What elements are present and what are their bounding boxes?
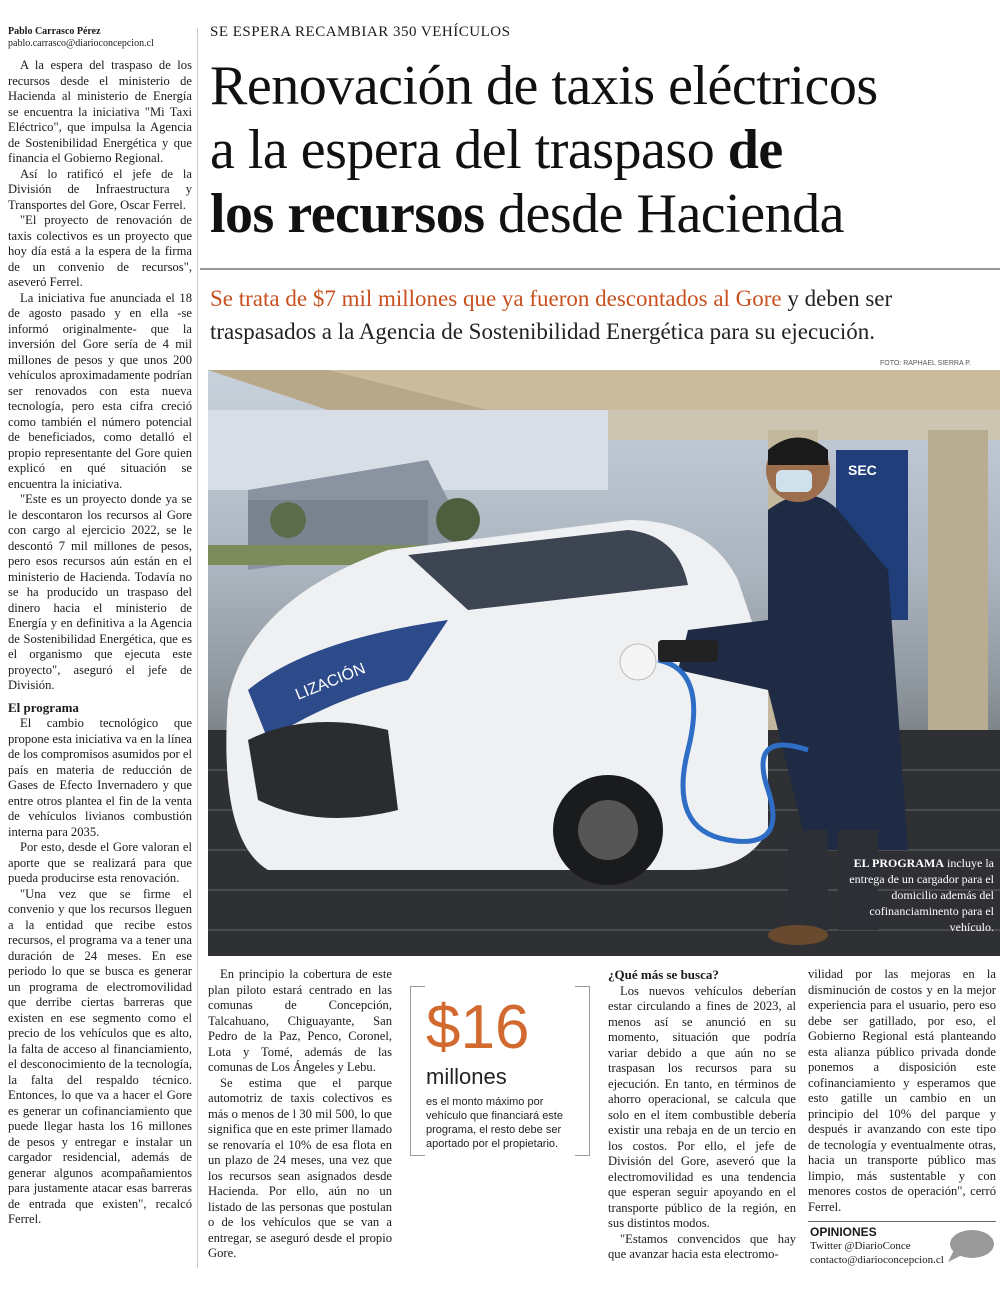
headline-line1: Renovación de taxis eléctricos	[210, 55, 878, 117]
author-email[interactable]: pablo.carrasco@diarioconcepcion.cl	[8, 38, 154, 49]
article-column-1	[8, 58, 192, 1228]
car-decal-text: LIZACIÓN	[293, 660, 368, 704]
charging-port	[620, 644, 656, 680]
paragraph: "Una vez que se firme el convenio y que los recursos lleguen a la entidad que recibe estos recursos, el programa va a tener una duración de 24 meses. En ese periodo lo que se busca es generar un programa de electromovilidad que derribe ciertas barreras que existen en ese segmento como el precio de los vehículos que es alto, la falta de acceso al financiamiento, el desconocimiento de la tecnología, la falta del respaldo técnico. Entonces, lo que va a hacer el Gore es generar un cofinanciamiento que puede llegar hasta los 16 millones de pesos y entregar e instalar un cargador residencial, además de generar algunos acompañamientos para justamente atacar esas barreras de entrada que existen", recalcó Ferrel.	[8, 886, 192, 1226]
paragraph: "Este es un proyecto donde ya se le descontaron los recursos al Gore con cargo al ejercicio 2022, se le descontó 7 mil millones de pesos, pero esos recursos aún están en el ministerio de Hacienda. Todavía no se ha producido un traspaso del dinero hacia el ministerio de Energía y en definitiva a la Agencia de Sostenibilidad Energética, que es el organismo que ejecuta este proyecto", aseguró el jefe de División.	[8, 492, 192, 692]
headline-line3: desde Hacienda	[484, 183, 844, 245]
paragraph: La iniciativa fue anunciada el 18 de agosto pasado y en ella -se informó originalmente- que la inversión del Gore sería de 4 mil millones de pesos y que unos 200 vehículos aproximadamente podrían ser renovados con esta nueva tecnología, pero esta cifra creció como también el número potencial de beneficiados, como detalló el propio representante del Gore quien explicó en qué situación se encuentra la iniciativa.	[8, 290, 192, 491]
paragraph: El cambio tecnológico que propone esta iniciativa va en la línea de los compromisos asumidos por el país en materia de reducción de Gases de Efecto Invernadero y que entre otros plantea el fin de la venta de vehículos livianos combustión interna para 2035.	[8, 716, 192, 839]
stat-description: es el monto máximo por vehículo que financiará este programa, el resto debe ser aportado por el propietario.	[426, 1096, 563, 1150]
section-heading: ¿Qué más se busca?	[608, 967, 719, 982]
photo-caption	[832, 855, 994, 935]
opinions-twitter[interactable]: Twitter @DiarioConce	[810, 1240, 911, 1252]
charger-device	[658, 640, 718, 662]
headline-divider	[200, 268, 1000, 270]
paragraph: Así lo ratificó el jefe de la División de Infraestructura y Transportes del Gore, Oscar Ferrel.	[8, 166, 192, 212]
paragraph: Los nuevos vehículos deberían estar circulando a fines de 2023, al menos así se anunció en su momento, situación que podría variar debido a que aún no se traspasan los recursos para su ejecución. En tanto, en términos de ahorro operacional, se calcula que solo en el ítem combustible debería existir una rebaja en de un tercio en los costos. Por ello, el jefe de División del Gore, aseveró que la electromovilidad es una tendencia que esperan seguir apoyando en el transporte público de la región, en sus distintos modos.	[608, 983, 796, 1230]
section-heading: El programa	[8, 699, 79, 715]
photo-credit: FOTO: RAPHAEL SIERRA P.	[880, 360, 971, 367]
paragraph: En principio la cobertura de este plan piloto estará centrado en las comunas de Concepción, Talcahuano, Chiguayante, San Pedro de la Paz, Penco, Coronel, Lota y Tomé, además de las comunas de Los Ángeles y Lebu.	[208, 967, 392, 1074]
stat-number: $16	[426, 993, 530, 1062]
article-column-2	[208, 967, 392, 1262]
subheadline	[210, 282, 990, 348]
article-column-4	[808, 967, 996, 1215]
opinions-rule	[808, 1221, 996, 1222]
column-divider	[197, 28, 198, 1268]
caption-text: incluye la entrega de un cargador para el domicilio además del cofinanciaminento para el vehículo.	[849, 856, 994, 934]
headline-line3-bold: los recursos	[210, 183, 485, 245]
frame-gap	[425, 1154, 575, 1158]
subheadline-accent: Se trata de $7 mil millones que ya fueron descontados al Gore	[210, 286, 782, 311]
article-column-3	[608, 967, 796, 1263]
headline	[210, 54, 990, 246]
paragraph: Por esto, desde el Gore valoran el aporte que se realizará para que pueda producirse esta renovación.	[8, 840, 192, 885]
subheadline-rest: y deben ser traspasados a la Agencia de Sostenibilidad Energética para su ejecución.	[210, 286, 893, 344]
frame-gap	[425, 984, 575, 988]
author-name: Pablo Carrasco Pérez	[8, 26, 101, 37]
kicker: SE ESPERA RECAMBIAR 350 VEHÍCULOS	[210, 24, 511, 40]
caption-lead: EL PROGRAMA	[853, 856, 945, 870]
speech-bubble-icon	[946, 1228, 996, 1264]
headline-line2: a la espera del traspaso	[210, 119, 728, 181]
paragraph: A la espera del traspaso de los recursos desde el ministerio de Hacienda al ministerio de Energía se encuentra la iniciativa "Mi Taxi Eléctrico", que impulsa la Agencia de Sostenibilidad Energética y que financia el Gobierno Regional.	[8, 58, 192, 165]
paragraph: "Estamos convencidos que hay que avanzar hacia esta electromo-	[608, 1231, 796, 1261]
banner-text: SEC	[848, 462, 877, 478]
paragraph: Se estima que el parque automotriz de taxis colectivos es más o menos de l 30 mil 500, lo que significa que en este primer llamado se renovaría el 10% de esa flota en un plazo de 24 meses, una vez que los recursos sean asignados desde Hacienda. Por ello, aún no un listado de las personas que postulan o de los vehículos que se van a entregar, se aseguró desde el propio Gore.	[208, 1075, 392, 1260]
headline-line2-bold: de	[727, 119, 783, 181]
opinions-email[interactable]: contacto@diarioconcepcion.cl	[810, 1254, 944, 1266]
stat-unit: millones	[426, 1064, 507, 1089]
paragraph: vilidad por las mejoras en la disminución de costos y en la mejor experiencia para el usuario, pero eso debe ser gatillado, por eso, el Gobierno Regional está planteando esta alianza público privada donde ponemos a disposición este cofinanciamiento y esperamos que esto gatille un cambio en un principio del 10% del parque y después ir avanzando con este tipo de tecnología y eventualmente otras, hacia un transporte público mas limpio, más sustentable y con menores costos de operación", cerró Ferrel.	[808, 967, 996, 1214]
opinions-label: OPINIONES	[810, 1225, 877, 1239]
paragraph: "El proyecto de renovación de taxis colectivos es un proyecto que hoy día está a la espera de la firma de un convenio de recursos", aseveró Ferrel.	[8, 213, 192, 289]
